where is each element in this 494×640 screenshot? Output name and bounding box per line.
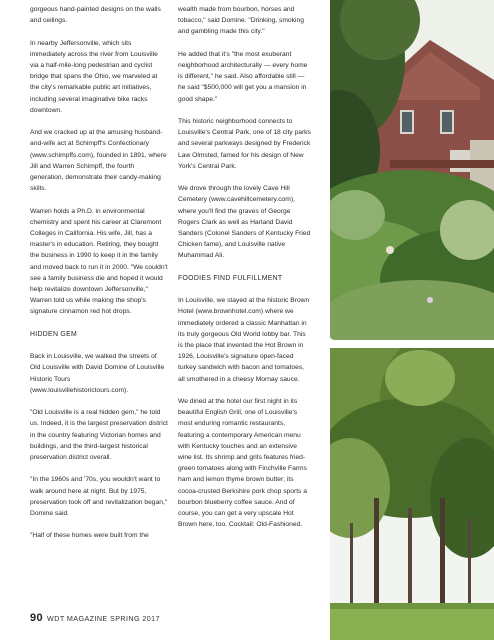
- body-paragraph: wealth made from bourbon, horses and tobacco," said Domine. "Drinking, smoking and gambling made this city.": [178, 6, 304, 36]
- body-paragraph: Back in Louisville, we walked the streets of Old Louisville with David Domine of Louisville Historic Tours (www.louisvillehistorictours.com).: [30, 353, 165, 394]
- body-paragraph: We dined at the hotel our first night in its beautiful English Grill, one of Louisville's most enduring romantic restaurants, featuring a contemporary American menu with Kentucky touches and an extensive wine list. Its shrimp and grits features fried-green tomatoes along with Finchville Farms ham and lemon thyme brown butter; its cocoa-crusted Berkshire pork chop sports a bourbon blueberry coffee sauce. And of course, you can get a very upscale Hot Brown here, too. Cocktail: Old-Fashioned.: [178, 398, 307, 529]
- body-paragraph: This historic neighborhood connects to Louisville's Central Park, one of 18 city parks and several parkways designed by Frederick Law Olmsted, famed for his design of New York's Central Park.: [178, 118, 311, 170]
- body-paragraph: In Louisville, we stayed at the historic Brown Hotel (www.brownhotel.com) where we immediately ordered a classic Manhattan in its truly gorgeous Old World lobby bar. This is the place that invented the Hot Brown in 1926, Louisville's signature open-faced turkey sandwich with bacon and tomatoes, all smothered in a cheesy Mornay sauce.: [178, 297, 310, 383]
- article-column-middle: [178, 4, 312, 542]
- body-paragraph: We drove through the lovely Cave Hill Cemetery (www.cavehillcemetery.com), where you'll find the graves of George Rogers Clark as well as Harland David Sanders (Colonel Sanders of Kentucky Fried Chicken fame), and Louisville native Muhammad Ali.: [178, 185, 311, 260]
- body-paragraph: Warren holds a Ph.D. in environmental chemistry and spent his career at Claremont Colleges in California. His wife, Jill, has a master's in education. Retiring, they bought the business in 1990 to keep it in the family and moved back to run it in 2000. "We couldn't see a family business die and hoped it would help revitalize downtown Jeffersonville," Warren told us while making the shop's signature cinnamon red hot drops.: [30, 207, 168, 316]
- body-paragraph: "Old Louisville is a real hidden gem," he told us. Indeed, it is the largest preservation district in the country featuring Victorian homes and buildings, and the third-largest historical preservation district overall.: [30, 409, 168, 462]
- body-paragraph: In nearby Jeffersonville, which sits immediately across the river from Louisville via a half-mile-long pedestrian and cyclist bridge that spans the Ohio, we marveled at the city's remarkable public art initiatives, including several imaginative bike racks downtown.: [30, 39, 158, 114]
- park-trees-photo: [330, 348, 494, 640]
- body-paragraph: gorgeous hand-painted designs on the walls and ceilings.: [30, 6, 161, 25]
- body-paragraph: "In the 1960s and '70s, you wouldn't want to walk around here at night. But by 1975, preservation took off and revitalization began," Domine said.: [30, 476, 168, 518]
- article-column-left: [30, 4, 168, 553]
- publication-name: WDT MAGAZINE SPRING 2017: [47, 614, 160, 623]
- body-paragraph: He added that it's "the most exuberant neighborhood architecturally — every home is different," he said. Also affordable still — he said "$500,000 will get you a mansion in good shape.": [178, 50, 308, 103]
- body-paragraph: And we cracked up at the amusing husband-and-wife act at Schimpff's Confectionary (www.schimpffs.com), founded in 1891, where Jill and Warren Schimpff, the fourth generation, demonstrate their candy-making skills.: [30, 129, 167, 193]
- section-heading: HIDDEN GEM: [30, 330, 78, 338]
- section-heading: FOODIES FIND FULFILLMENT: [178, 274, 283, 282]
- page-number: 90: [30, 612, 44, 624]
- body-paragraph: "Half of these homes were built from the: [30, 532, 149, 540]
- victorian-house-garden-photo: [330, 0, 494, 340]
- page-footer: [30, 612, 160, 624]
